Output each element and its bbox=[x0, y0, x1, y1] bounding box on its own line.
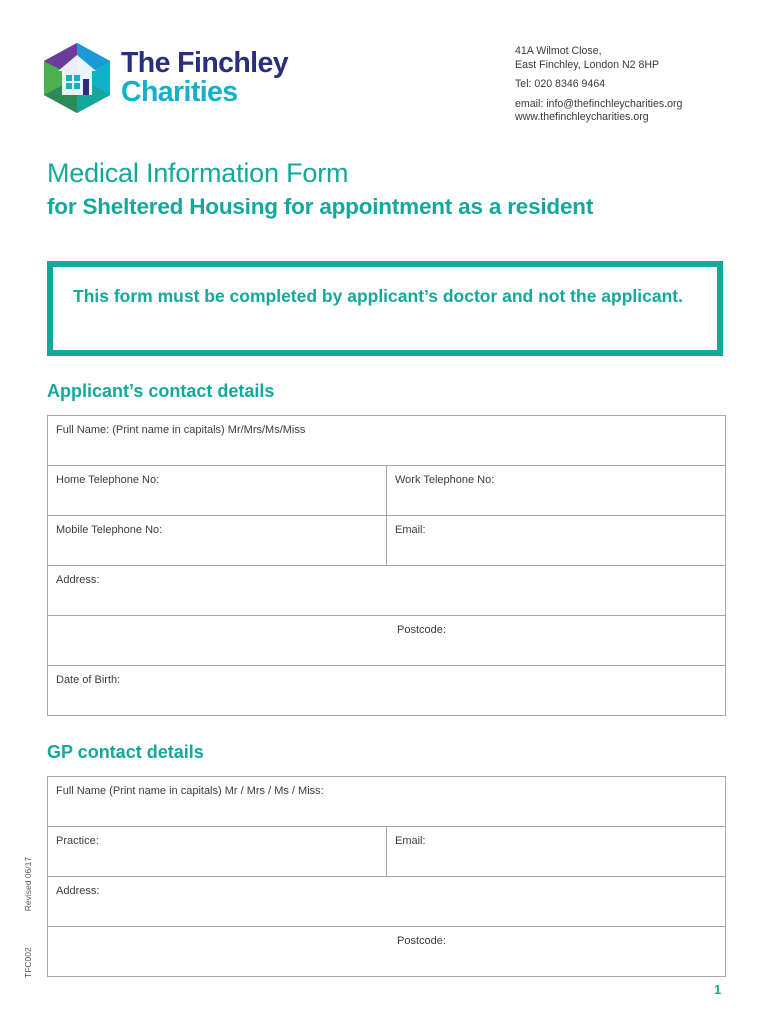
gp-practice-field[interactable] bbox=[48, 827, 387, 877]
form-subtitle: for Sheltered Housing for appointment as a resident bbox=[47, 194, 594, 219]
applicant-email-field[interactable] bbox=[387, 516, 726, 566]
gp-postcode-field[interactable] bbox=[48, 927, 726, 977]
gp-email-label: Email: bbox=[395, 835, 426, 847]
org-email: email: info@thefinchleycharities.org bbox=[515, 97, 683, 110]
applicant-postcode-label: Postcode: bbox=[397, 624, 446, 636]
page-number: 1 bbox=[714, 982, 722, 997]
applicant-work-telephone-field[interactable] bbox=[387, 466, 726, 516]
applicant-details-table bbox=[47, 415, 726, 716]
org-name-line2: Charities bbox=[121, 76, 238, 108]
doctor-notice-box bbox=[47, 261, 723, 356]
applicant-full-name-label: Full Name: (Print name in capitals) Mr/Mrs/Ms/Miss bbox=[56, 424, 306, 436]
applicant-postcode-field[interactable] bbox=[48, 616, 726, 666]
org-name bbox=[121, 49, 288, 107]
finchley-logo-icon bbox=[44, 43, 110, 113]
form-code-side-text bbox=[23, 857, 33, 978]
gp-email-field[interactable] bbox=[387, 827, 726, 877]
org-name-line1: The Finchley bbox=[121, 47, 289, 79]
gp-details-table bbox=[47, 776, 726, 977]
gp-full-name-field[interactable] bbox=[48, 777, 726, 827]
revision-date: Revised 06/17 bbox=[23, 856, 33, 912]
gp-postcode-label: Postcode: bbox=[397, 935, 446, 947]
gp-practice-label: Practice: bbox=[56, 835, 99, 847]
applicant-date-of-birth-label: Date of Birth: bbox=[56, 674, 121, 686]
applicant-mobile-telephone-field[interactable] bbox=[48, 516, 387, 566]
applicant-full-name-field[interactable] bbox=[48, 416, 726, 466]
applicant-address-field[interactable] bbox=[48, 566, 726, 616]
org-website: www.thefinchleycharities.org bbox=[515, 111, 649, 123]
gp-address-label: Address: bbox=[56, 885, 100, 897]
gp-section-heading: GP contact details bbox=[47, 742, 204, 762]
gp-address-field[interactable] bbox=[48, 877, 726, 927]
applicant-address-label: Address: bbox=[56, 574, 100, 586]
applicant-section-heading: Applicant’s contact details bbox=[47, 381, 275, 401]
applicant-email-label: Email: bbox=[395, 524, 426, 536]
form-title: Medical Information Form bbox=[47, 158, 349, 188]
form-code: TFC002 bbox=[23, 947, 33, 978]
address-line1: 41A Wilmot Close, bbox=[515, 45, 602, 57]
address-line2: East Finchley, London N2 8HP bbox=[515, 58, 660, 71]
applicant-mobile-telephone-label: Mobile Telephone No: bbox=[56, 524, 163, 536]
doctor-notice-text: This form must be completed by applicant’s doctor and not the applicant. bbox=[73, 286, 683, 306]
org-address-block bbox=[515, 45, 682, 125]
applicant-work-telephone-label: Work Telephone No: bbox=[395, 474, 495, 486]
applicant-home-telephone-field[interactable] bbox=[48, 466, 387, 516]
org-telephone: Tel: 020 8346 9464 bbox=[515, 78, 606, 90]
applicant-date-of-birth-field[interactable] bbox=[48, 666, 726, 716]
applicant-home-telephone-label: Home Telephone No: bbox=[56, 474, 160, 486]
gp-full-name-label: Full Name (Print name in capitals) Mr / Mrs / Ms / Miss: bbox=[56, 785, 324, 797]
